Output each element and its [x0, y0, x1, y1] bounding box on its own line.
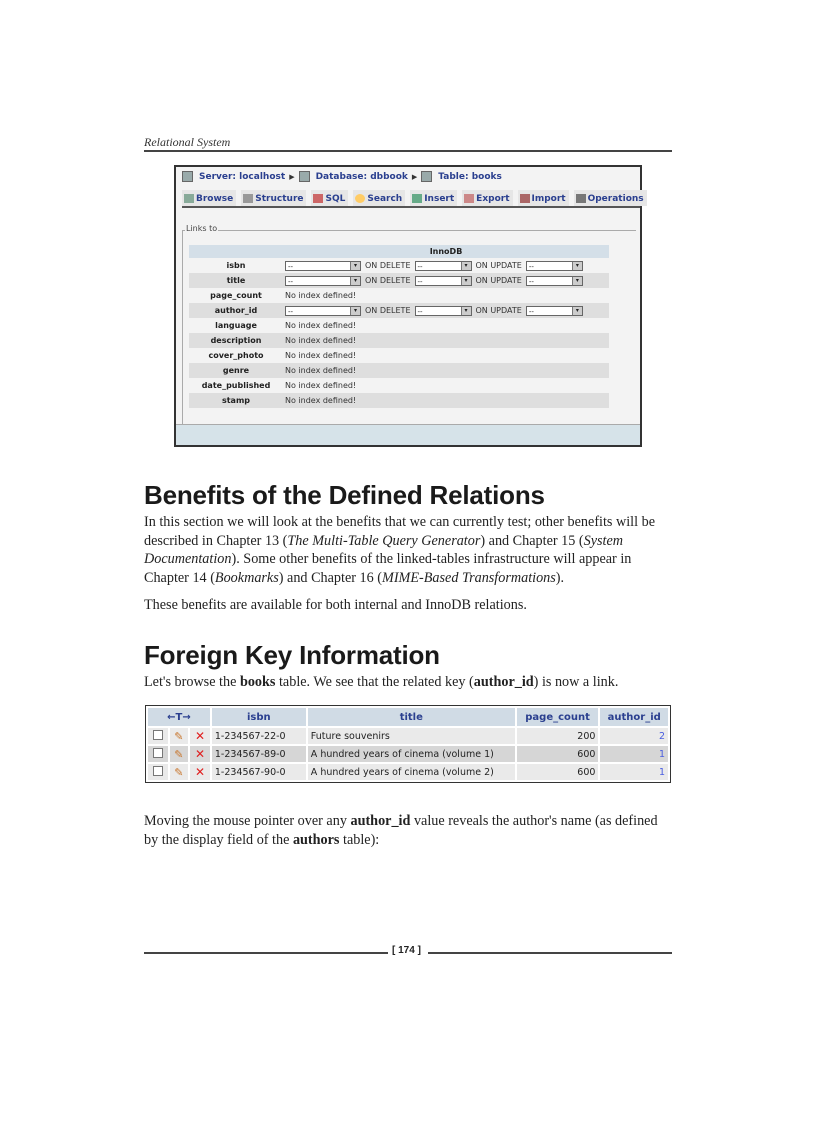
on-delete-label: ON DELETE [365, 306, 411, 315]
chevron-down-icon: ▾ [350, 277, 360, 285]
on-update-select[interactable]: -- ▾ [526, 261, 583, 271]
footer-bar [176, 424, 640, 445]
tab-label: SQL [325, 193, 346, 204]
relation-select[interactable]: -- ▾ [285, 261, 361, 271]
breadcrumb-server[interactable]: Server: localhost [199, 171, 286, 182]
row-checkbox[interactable] [153, 766, 163, 776]
cell-page-count: 200 [517, 728, 599, 744]
field-name: description [189, 333, 283, 348]
delete-x-icon[interactable]: ✕ [195, 765, 206, 779]
tab-import[interactable] [518, 190, 569, 206]
relation-row [189, 303, 609, 318]
column-header-page-count[interactable]: page_count [517, 708, 599, 726]
running-head: Relational System [144, 135, 231, 149]
running-head-rule [144, 150, 672, 152]
delete-x-icon[interactable]: ✕ [195, 729, 206, 743]
relation-row [189, 288, 609, 303]
tab-label: Import [531, 193, 566, 204]
no-index-text: No index defined! [283, 333, 609, 348]
cell-page-count: 600 [517, 764, 599, 780]
foreign-key-paragraph: Let's browse the books table. We see that the related key (author_id) is now a link. [144, 674, 619, 690]
table-icon [421, 171, 432, 182]
no-index-text: No index defined! [285, 321, 357, 330]
operations-icon [576, 194, 586, 203]
column-header-title[interactable]: title [308, 708, 515, 726]
relation-view-screenshot [174, 165, 642, 447]
edit-pencil-icon[interactable]: ✎ [174, 747, 184, 761]
tab-structure[interactable] [241, 190, 306, 206]
table-row [148, 746, 668, 762]
no-index-text: No index defined! [285, 381, 357, 390]
no-index-text: No index defined! [285, 351, 357, 360]
relation-row [189, 273, 609, 288]
browse-icon [184, 194, 194, 203]
breadcrumb-database[interactable]: Database: dbbook [315, 171, 408, 182]
row-checkbox[interactable] [153, 748, 163, 758]
books-browse-table [145, 705, 671, 783]
chevron-down-icon: ▾ [461, 277, 471, 285]
field-name: isbn [226, 261, 246, 270]
mouse-pointer-paragraph: Moving the mouse pointer over any author_id value reveals the author's name (as defined by the display field of the authors table): [144, 813, 658, 848]
field-name: stamp [189, 393, 283, 408]
relation-row [189, 348, 609, 363]
tab-insert[interactable] [410, 190, 457, 206]
section-heading-benefits: Benefits of the Defined Relations [144, 480, 545, 510]
chevron-down-icon: ▾ [572, 307, 582, 315]
tab-label: Export [476, 193, 510, 204]
relations-table [189, 245, 609, 408]
tab-label: Browse [196, 193, 234, 204]
field-name: language [215, 321, 257, 330]
field-name: cover_photo [208, 351, 264, 360]
table-row [148, 728, 668, 744]
chevron-down-icon: ▾ [350, 307, 360, 315]
field-name: page_count [210, 291, 262, 300]
search-icon [355, 194, 365, 203]
on-delete-label: ON DELETE [365, 276, 411, 285]
page-number: [ 174 ] [392, 945, 421, 956]
on-delete-select[interactable]: -- ▾ [415, 276, 472, 286]
chevron-down-icon: ▾ [572, 262, 582, 270]
cell-page-count: 600 [517, 746, 599, 762]
edit-pencil-icon[interactable]: ✎ [174, 765, 184, 779]
cell-title: A hundred years of cinema (volume 1) [308, 746, 515, 762]
cell-title: A hundred years of cinema (volume 2) [308, 764, 515, 780]
on-update-select[interactable]: -- ▾ [526, 306, 583, 316]
on-update-label: ON UPDATE [475, 261, 522, 270]
on-update-label: ON UPDATE [475, 306, 522, 315]
cell-author-id-link[interactable]: 1 [600, 764, 668, 780]
chevron-down-icon: ▾ [461, 307, 471, 315]
tab-label: Operations [587, 193, 644, 204]
column-header-author-id[interactable]: author_id [600, 708, 668, 726]
chevron-down-icon: ▾ [572, 277, 582, 285]
links-to-fieldset [182, 224, 636, 425]
cell-isbn: 1-234567-89-0 [212, 746, 306, 762]
tab-label: Structure [255, 193, 304, 204]
relation-select[interactable]: -- ▾ [285, 276, 361, 286]
breadcrumb-arrow-icon: ▶ [289, 172, 295, 181]
relation-row [189, 333, 609, 348]
table-row [148, 764, 668, 780]
column-arrows-header[interactable]: ←T→ [148, 708, 210, 726]
tab-export[interactable] [462, 190, 512, 206]
database-icon [299, 171, 310, 182]
export-icon [464, 194, 474, 203]
relation-row [189, 378, 609, 393]
on-update-select[interactable]: -- ▾ [526, 276, 583, 286]
import-icon [520, 194, 530, 203]
tab-search[interactable] [353, 190, 405, 206]
relation-row [189, 318, 609, 333]
breadcrumb [182, 171, 502, 182]
tab-browse[interactable] [182, 190, 236, 206]
server-icon [182, 171, 193, 182]
sql-icon [313, 194, 323, 203]
cell-isbn: 1-234567-22-0 [212, 728, 306, 744]
no-index-text: No index defined! [283, 363, 609, 378]
tab-operations[interactable] [574, 190, 647, 206]
chevron-down-icon: ▾ [350, 262, 360, 270]
footer-rule-left [144, 952, 388, 954]
relation-row [189, 363, 609, 378]
tab-bar [182, 190, 644, 208]
breadcrumb-table[interactable]: Table: books [438, 171, 502, 182]
benefits-paragraph: In this section we will look at the benefits that we can currently test; other benefits will be described in Chapter 13 (The Multi-Table Query Generator) and Chapter 15 (System Documentation). Some other benefits of the linked-tables infrastructure will appear in Chapter 14 (Bookmarks) and Chapter 16 (MIME-Based Transformations). [144, 514, 655, 586]
field-name: genre [189, 363, 283, 378]
benefits-availability-paragraph: These benefits are available for both internal and InnoDB relations. [144, 597, 527, 613]
tab-sql[interactable] [311, 190, 348, 206]
on-delete-select[interactable]: -- ▾ [415, 306, 472, 316]
field-name: date_published [201, 381, 271, 390]
tab-label: Insert [424, 193, 455, 204]
relation-row [189, 393, 609, 408]
structure-icon [243, 194, 253, 203]
row-checkbox[interactable] [153, 730, 163, 740]
field-name: author_id [189, 303, 283, 318]
delete-x-icon[interactable]: ✕ [195, 747, 206, 761]
insert-icon [412, 194, 422, 203]
breadcrumb-arrow-icon: ▶ [411, 172, 418, 181]
cell-isbn: 1-234567-90-0 [212, 764, 306, 780]
no-index-text: No index defined! [283, 393, 609, 408]
edit-pencil-icon[interactable]: ✎ [174, 729, 184, 743]
tab-label: Search [367, 193, 403, 204]
column-header-isbn[interactable]: isbn [212, 708, 306, 726]
field-name: title [189, 273, 283, 288]
on-update-label: ON UPDATE [475, 276, 522, 285]
links-to-legend: Links to [186, 224, 218, 233]
on-delete-label: ON DELETE [365, 261, 411, 270]
footer-rule-right [428, 952, 672, 954]
on-delete-select[interactable]: -- ▾ [415, 261, 472, 271]
cell-author-id-link[interactable]: 1 [600, 746, 668, 762]
no-index-text: No index defined! [285, 291, 357, 300]
relation-select[interactable]: -- ▾ [285, 306, 361, 316]
engine-header: InnoDB [283, 245, 609, 258]
relation-row [189, 258, 609, 273]
cell-author-id-link[interactable]: 2 [600, 728, 668, 744]
chevron-down-icon: ▾ [461, 262, 471, 270]
cell-title: Future souvenirs [308, 728, 515, 744]
section-heading-foreign-key: Foreign Key Information [144, 640, 440, 670]
